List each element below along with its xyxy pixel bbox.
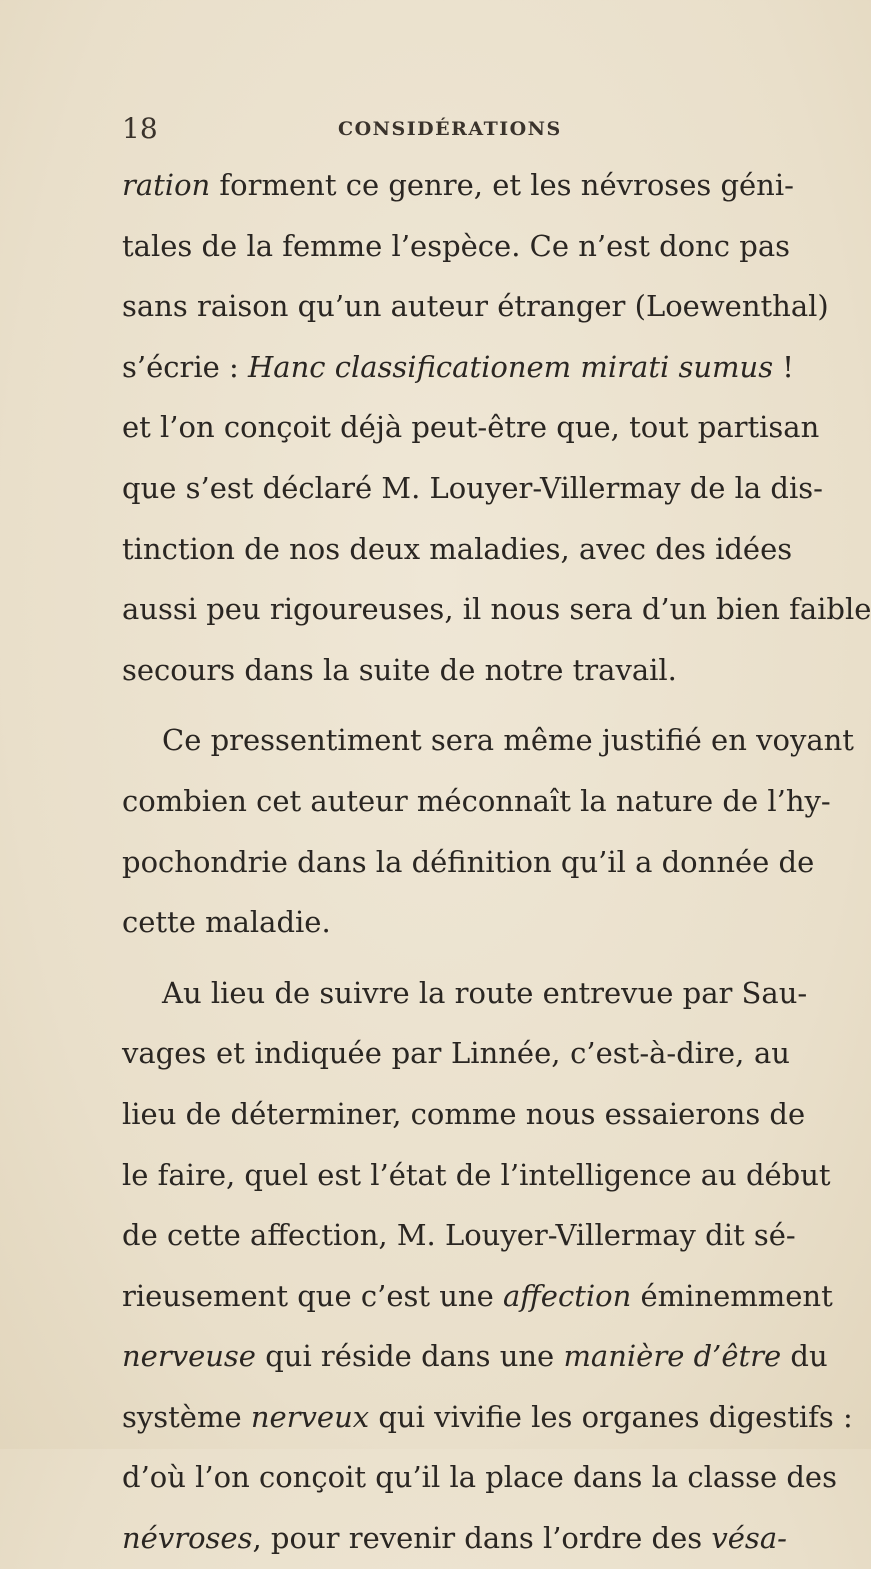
text-segment: qui réside dans une (255, 1339, 564, 1374)
text-segment: lieu de déterminer, comme nous essaierons de (122, 1096, 806, 1131)
text-segment: éminemment (631, 1278, 833, 1313)
text-segment: le faire, quel est l’état de l’intelligence au début (122, 1157, 831, 1192)
paragraph (122, 963, 853, 1569)
page-number: 18 (122, 112, 158, 145)
text-line (122, 710, 854, 771)
text-segment: tales de la femme l’espèce. Ce n’est donc pas (122, 228, 790, 263)
italic-text: nerveux (250, 1399, 370, 1434)
text-segment: tinction de nos deux maladies, avec des idées (122, 531, 793, 566)
italic-text: névroses (122, 1521, 253, 1556)
text-segment: forment ce genre, et les névroses géni- (210, 168, 794, 202)
text-line (122, 216, 790, 277)
text-segment: ! (773, 349, 794, 384)
text-line (122, 892, 790, 953)
text-line (122, 1508, 790, 1569)
text-line (122, 1084, 806, 1145)
text-line (122, 1023, 790, 1084)
italic-text: affection (502, 1278, 632, 1313)
text-segment: secours dans la suite de notre travail. (122, 652, 677, 687)
text-segment: que s’est déclaré M. Louyer-Villermay de la dis- (122, 470, 823, 505)
text-segment: pochondrie dans la définition qu’il a donnée de (122, 844, 815, 879)
text-line (122, 1387, 853, 1448)
text-line (122, 1205, 796, 1266)
text-line (122, 1145, 831, 1206)
text-line (122, 519, 793, 580)
text-line (122, 832, 815, 893)
text-line (122, 579, 871, 640)
text-segment: de cette affection, M. Louyer-Villermay dit sé- (122, 1218, 796, 1253)
text-segment: s’écrie : (122, 349, 249, 384)
text-line (122, 1266, 833, 1327)
text-segment: vages et indiquée par Linnée, c’est-à-dire, au (122, 1036, 790, 1071)
text-segment: Ce pressentiment sera même justifié en voyant (162, 723, 854, 758)
text-line (122, 1326, 828, 1387)
text-line (122, 640, 790, 701)
page-header (0, 112, 800, 152)
text-segment: rieusement que c’est une (122, 1278, 503, 1313)
paragraph-gap (122, 700, 790, 710)
text-segment: Au lieu de suivre la route entrevue par Sau- (162, 975, 808, 1010)
running-head: CONSIDÉRATIONS (338, 118, 562, 140)
text-segment: combien cet auteur méconnaît la nature de l’hy- (122, 783, 831, 818)
text-segment: aussi peu rigoureuses, il nous sera d’un bien faible (122, 592, 871, 627)
italic-text: vésa- (711, 1521, 787, 1556)
text-segment: cette maladie. (122, 905, 331, 940)
paragraph (122, 155, 871, 710)
text-segment: et l’on conçoit déjà peut-être que, tout partisan (122, 410, 820, 445)
text-segment: du (781, 1339, 828, 1374)
text-line (122, 397, 820, 458)
text-segment: sans raison qu’un auteur étranger (Loewenthal) (122, 289, 829, 324)
text-segment: qui vivifie les organes digestifs : (369, 1399, 853, 1434)
paragraph-gap (122, 953, 790, 963)
text-segment: d’où l’on conçoit qu’il la place dans la classe des (122, 1460, 837, 1495)
text-line (122, 458, 823, 519)
text-line (122, 1447, 837, 1508)
text-line (122, 771, 831, 832)
body-text (122, 155, 871, 1569)
text-line (122, 337, 794, 398)
italic-text: Hanc classificationem mirati sumus (248, 349, 774, 384)
text-segment: , pour revenir dans l’ordre des (252, 1521, 712, 1556)
text-line (122, 155, 794, 216)
italic-text: nerveuse (122, 1339, 256, 1374)
italic-text: manière d’être (563, 1339, 782, 1374)
paragraph (122, 710, 854, 962)
text-segment: système (122, 1399, 251, 1434)
italic-text: ration (122, 168, 211, 202)
text-line (122, 276, 829, 337)
text-line (122, 963, 808, 1024)
